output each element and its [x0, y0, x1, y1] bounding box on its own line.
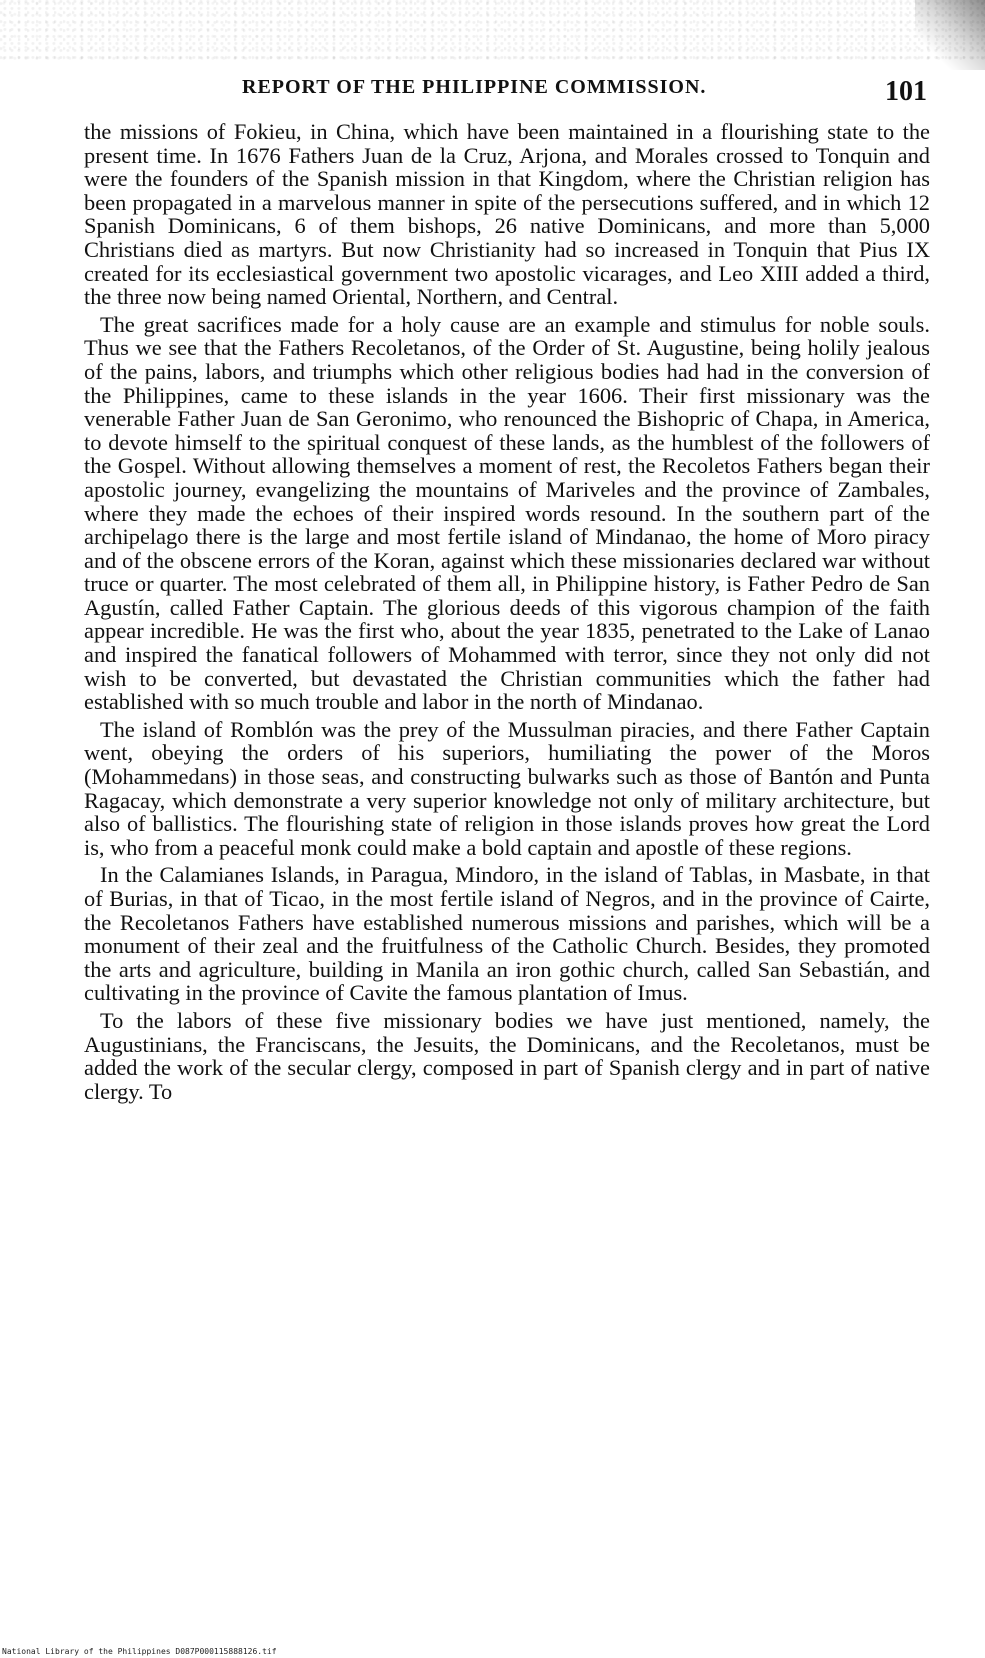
- paragraph: In the Calamianes Islands, in Paragua, Mindoro, in the island of Tablas, in Masbate, in that of Burias, in that of Ticao, in the most fertile island of Negros, and in the province of Cairte, the Recoletanos Fathers have established numerous missions and parishes, which will be a monument of their zeal and the fruitfulness of the Catholic Church. Besides, they promoted the arts and agriculture, building in Manila an iron gothic church, called San Sebastián, and cultivating in the province of Cavite the famous plantation of Imus.: [84, 862, 930, 1006]
- paragraph: To the labors of these five missionary bodies we have just mentioned, namely, the Augustinians, the Franciscans, the Jesuits, the Dominicans, and the Recoletanos, must be added the work of the secular clergy, composed in part of Spanish clergy and in part of native clergy. To: [84, 1007, 930, 1104]
- page-number: 101: [885, 76, 927, 107]
- body-text: [84, 120, 930, 1107]
- paragraph: The island of Romblón was the prey of the Mussulman piracies, and there Father Captain went, obeying the orders of his superiors, humiliating the power of the Moros (Mohammedans) in those seas, and constructing bulwarks such as those of Bantón and Punta Ragacay, which demonstrate a very superior knowledge not only of military architecture, but also of ballistics. The flourishing state of religion in those islands proves how great the Lord is, who from a peaceful monk could make a bold captain and apostle of these regions.: [84, 716, 930, 860]
- scan-corner-shadow: [915, 0, 985, 70]
- paragraph: The great sacrifices made for a holy cause are an example and stimulus for noble souls. Thus we see that the Fathers Recoletanos, of the Order of St. Augustine, being holily jealous of the pains, labors, and triumphs which other religious bodies had had in the conversion of the Philippines, came to these islands in the year 1606. Their first missionary was the venerable Father Juan de San Geronimo, who renounced the Bishopric of Chapa, in America, to devote himself to the spiritual conquest of these lands, as the humblest of the followers of the Gospel. Without allowing themselves a moment of rest, the Recoletos Fathers began their apostolic journey, evangelizing the mountains of Mariveles and the province of Zambales, where they made the echoes of their inspired words resound. In the southern part of the archipelago there is the large and most fertile island of Mindanao, the home of Moro piracy and of the obscene errors of the Koran, against which these missionaries declared war without truce or quarter. The most celebrated of them all, in Philippine history, is Father Pedro de San Agustín, called Father Captain. The glorious deeds of this vigorous champion of the faith appear incredible. He was the first who, about the year 1835, penetrated to the Lake of Lanao and inspired the fanatical followers of Mohammed with terror, since they not only did not wish to be converted, but devastated the Christian communities which the father had established with so much trouble and labor in the north of Mindanao.: [84, 311, 930, 715]
- scan-noise: [0, 0, 985, 62]
- paragraph: the missions of Fokieu, in China, which have been maintained in a flourishing state to the present time. In 1676 Fathers Juan de la Cruz, Arjona, and Morales crossed to Tonquin and were the founders of the Spanish mission in that Kingdom, where the Christian religion has been propagated in a marvelous manner in spite of the persecutions suffered, and in which 12 Spanish Dominicans, 6 of them bishops, 26 native Dominicans, and more than 5,000 Christians died as martyrs. But now Christianity had so increased in Tonquin that Pius IX created for its ecclesiastical government two apostolic vicarages, and Leo XIII added a third, the three now being named Oriental, Northern, and Central.: [84, 119, 930, 310]
- running-header: REPORT OF THE PHILIPPINE COMMISSION.: [242, 76, 707, 98]
- archive-stamp: National Library of the Philippines D087P000115888126.tif: [2, 1647, 277, 1656]
